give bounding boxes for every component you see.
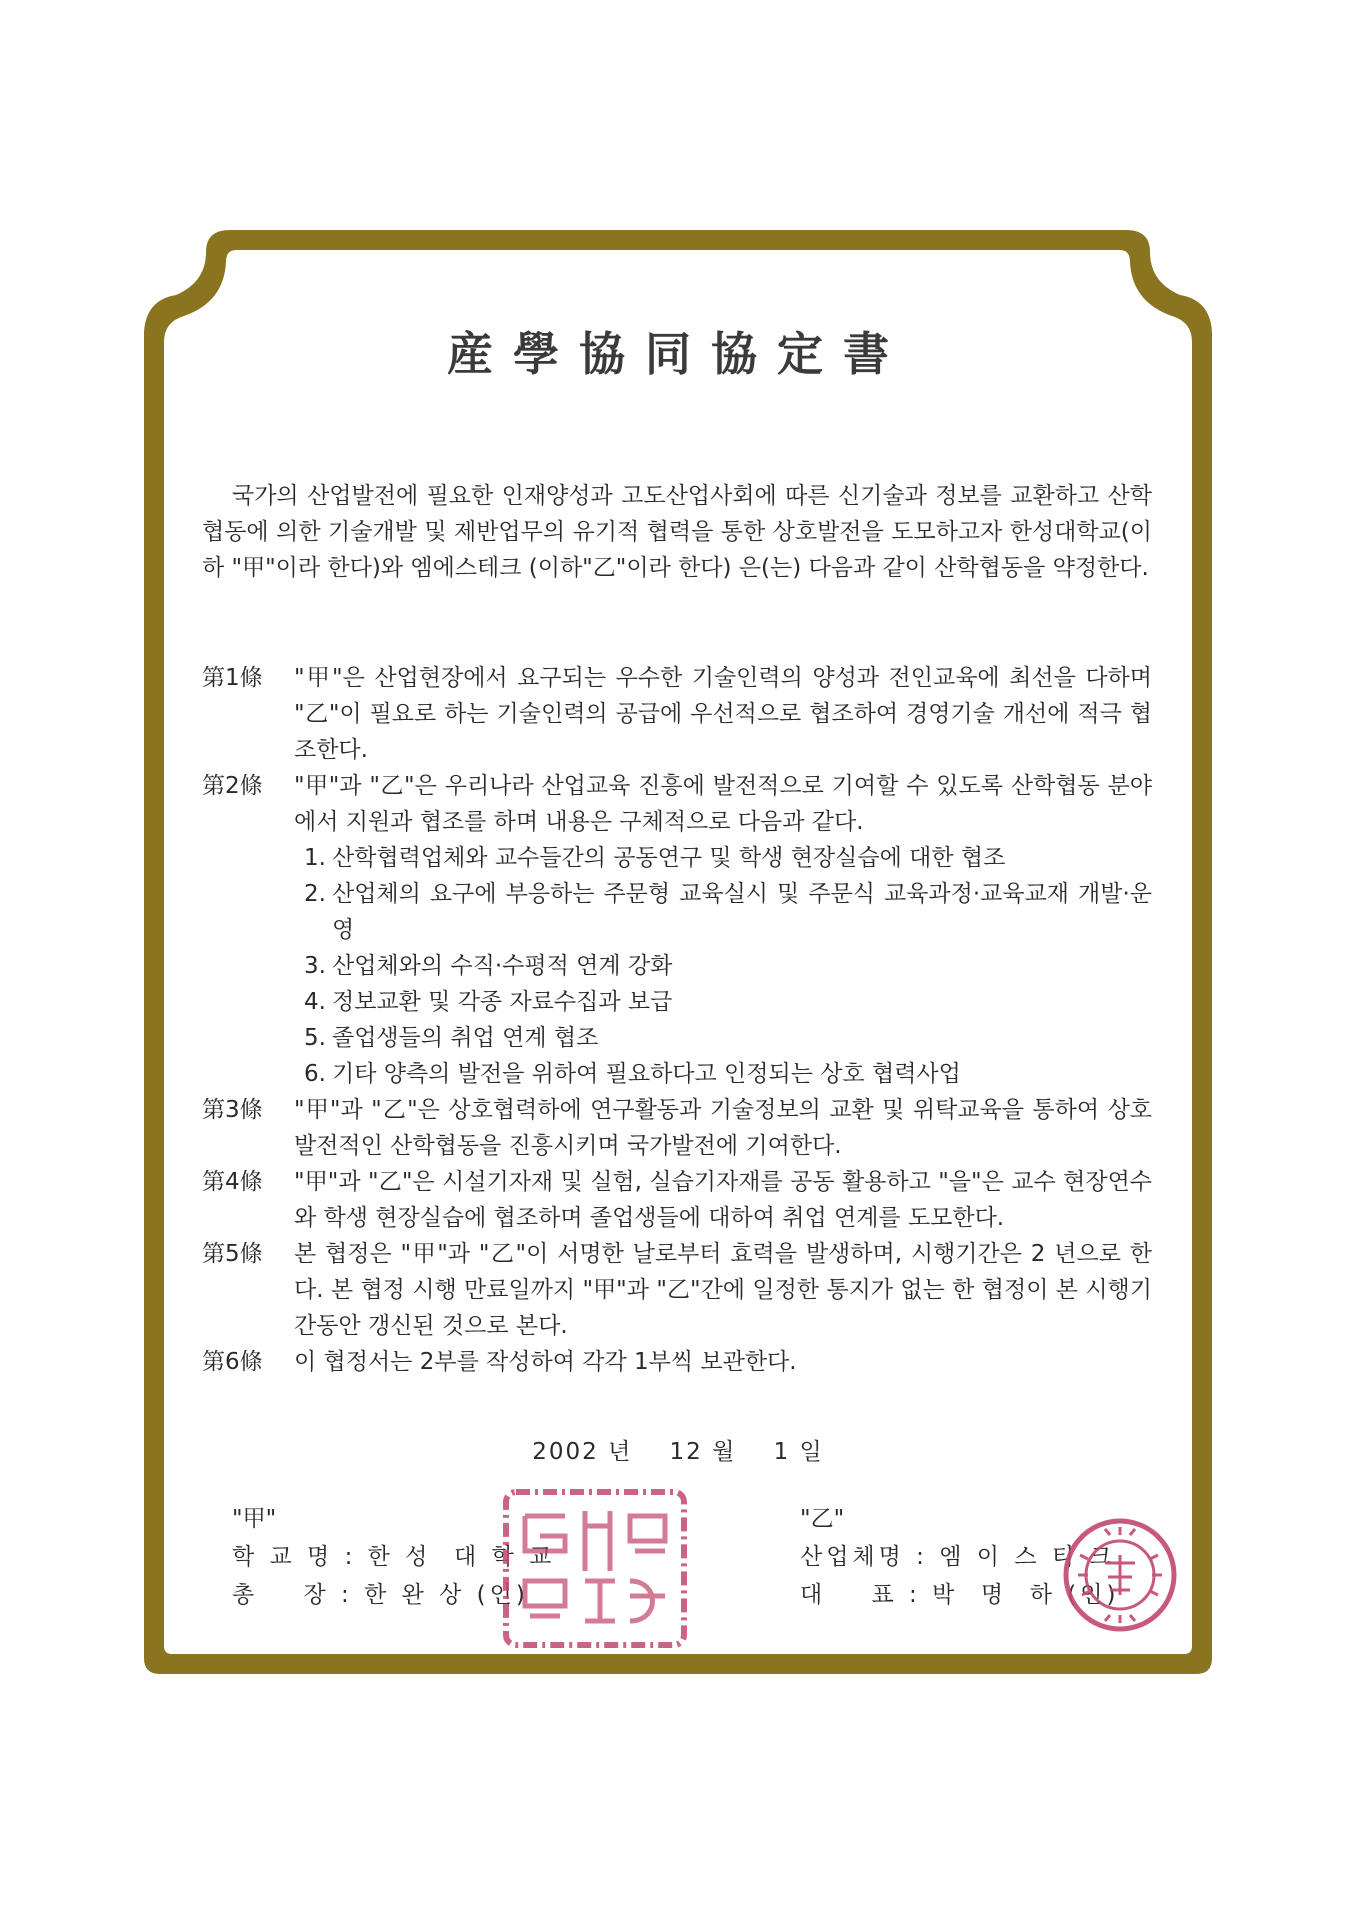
article-item-list — [294, 840, 1152, 1092]
article-1 — [202, 660, 1152, 768]
party-a-label: "甲" — [232, 1506, 277, 1532]
agreement-date: 2002 년 12 월 1 일 — [532, 1439, 824, 1465]
party-a-president: 총 장 : 한 완 상 (인) — [232, 1582, 529, 1608]
party-b-company-name: 산업체명 : 엠 이 스 티 크 — [800, 1544, 1116, 1570]
item-text: 산업체와의 수직·수평적 연계 강화 — [332, 953, 673, 979]
party-b-label: "乙" — [800, 1506, 845, 1532]
list-item — [294, 876, 1152, 948]
item-number: 6. — [304, 1061, 326, 1087]
item-number: 5. — [304, 1025, 326, 1051]
article-text: 본 협정은 "甲"과 "乙"이 서명한 날로부터 효력을 발생하며, 시행기간은 2 년으로 한다. 본 협정 시행 만료일까지 "甲"과 "乙"간에 일정한 통지가 없는 한 협정이 본 시행기간동안 갱신된 것으로 본다. — [294, 1241, 1152, 1339]
item-text: 기타 양측의 발전을 위하여 필요하다고 인정되는 상호 협력사업 — [332, 1061, 961, 1087]
university-seal-icon — [500, 1486, 690, 1651]
article-text: "甲"은 산업현장에서 요구되는 우수한 기술인력의 양성과 전인교육에 최선을 다하며 "乙"이 필요로 하는 기술인력의 공급에 우선적으로 협조하여 경영기술 개선에 적극 협조한다. — [294, 665, 1152, 763]
preamble-text: 국가의 산업발전에 필요한 인재양성과 고도산업사회에 따른 신기술과 정보를 교환하고 산학협동에 의한 기술개발 및 제반업무의 유기적 협력을 통한 상호발전을 도모하고자 한성대학교(이하 "甲"이라 한다)와 엠에스테크 (이하"乙"이라 한다) 은(는) 다음과 같이 산학협동을 약정한다. — [202, 483, 1152, 581]
article-text: 이 협정서는 2부를 작성하여 각각 1부씩 보관한다. — [294, 1349, 797, 1375]
item-text: 산학협력업체와 교수들간의 공동연구 및 학생 현장실습에 대한 협조 — [332, 845, 1006, 871]
article-body — [294, 768, 1152, 1092]
article-3 — [202, 1092, 1152, 1164]
article-number: 第2條 — [202, 773, 263, 799]
item-number: 1. — [304, 845, 326, 871]
item-number: 4. — [304, 989, 326, 1015]
article-text: "甲"과 "乙"은 우리나라 산업교육 진흥에 발전적으로 기여할 수 있도록 산학협동 분야에서 지원과 협조를 하며 내용은 구체적으로 다음과 같다. — [294, 773, 1152, 835]
article-6 — [202, 1344, 1152, 1380]
list-item — [294, 840, 1152, 876]
item-number: 3. — [304, 953, 326, 979]
item-text: 산업체의 요구에 부응하는 주문형 교육실시 및 주문식 교육과정·교육교재 개발·운영 — [332, 881, 1152, 943]
article-number: 第5條 — [202, 1241, 263, 1267]
article-4 — [202, 1164, 1152, 1236]
item-text: 정보교환 및 각종 자료수집과 보급 — [332, 989, 673, 1015]
article-number: 第1條 — [202, 665, 263, 691]
article-2 — [202, 768, 1152, 1092]
article-number: 第6條 — [202, 1349, 263, 1375]
company-seal-icon — [1060, 1515, 1180, 1635]
item-number: 2. — [304, 881, 326, 907]
party-b-representative: 대 표 : 박 명 하 (인) — [800, 1582, 1120, 1608]
article-text: "甲"과 "乙"은 시설기자재 및 실험, 실습기자재를 공동 활용하고 "을"은 교수 현장연수와 학생 현장실습에 협조하며 졸업생들에 대하여 취업 연계를 도모한다. — [294, 1169, 1152, 1231]
article-number: 第3條 — [202, 1097, 263, 1123]
preamble — [202, 478, 1152, 586]
articles-list — [202, 660, 1152, 1380]
article-5 — [202, 1236, 1152, 1344]
item-text: 졸업생들의 취업 연계 협조 — [332, 1025, 599, 1051]
list-item — [294, 984, 1152, 1020]
party-a-school-name: 학 교 명 : 한 성 대 학 교 — [232, 1544, 556, 1570]
list-item — [294, 948, 1152, 984]
article-number: 第4條 — [202, 1169, 263, 1195]
document-title: 産學協同協定書 — [447, 327, 909, 381]
list-item — [294, 1056, 1152, 1092]
list-item — [294, 1020, 1152, 1056]
article-text: "甲"과 "乙"은 상호협력하에 연구활동과 기술정보의 교환 및 위탁교육을 통하여 상호 발전적인 산학협동을 진흥시키며 국가발전에 기여한다. — [294, 1097, 1152, 1159]
